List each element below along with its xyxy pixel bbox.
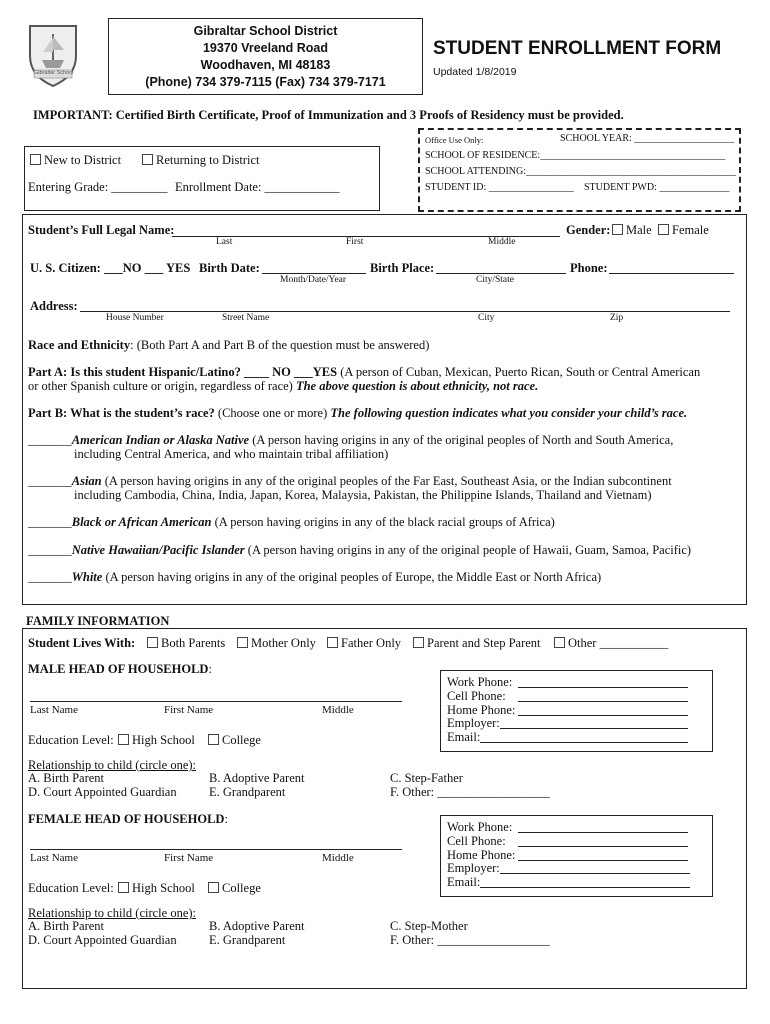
male-employer-line[interactable] [500, 728, 688, 729]
checkbox[interactable] [208, 882, 219, 893]
race-option-black[interactable]: _______Black or African American (A person having origins in any of the black racial groups of Africa) [28, 515, 555, 529]
checkbox[interactable] [118, 882, 129, 893]
checkbox[interactable] [142, 154, 153, 165]
female-head-heading: FEMALE HEAD OF HOUSEHOLD: [28, 812, 228, 826]
lives-with-both-parents[interactable]: Both Parents [147, 636, 225, 651]
male-rel-e[interactable]: E. Grandparent [209, 785, 286, 799]
race-option-hawaiian[interactable]: _______Native Hawaiian/Pacific Islander (A person having origins in any of the original people of Hawaii, Guam, Samoa, Pacific) [28, 543, 692, 557]
lives-with-label: Student Lives With: [28, 636, 136, 650]
checkbox[interactable] [327, 637, 338, 648]
addr-street-hint: Street Name [222, 313, 270, 323]
male-cell-phone[interactable]: Cell Phone: [447, 689, 506, 703]
female-rel-a[interactable]: A. Birth Parent [28, 919, 105, 933]
male-relationship-label: Relationship to child (circle one): [28, 758, 197, 772]
male-last-name-hint: Last Name [30, 704, 78, 716]
race-option-white[interactable]: _______White (A person having origins in any of the original peoples of Europe, the Middle East or North Africa) [28, 570, 602, 584]
male-cell-phone-line[interactable] [518, 701, 688, 702]
female-employer-line[interactable] [500, 873, 690, 874]
female-employer[interactable]: Employer: [447, 861, 500, 875]
returning-to-district-option[interactable]: Returning to District [142, 153, 259, 168]
address-label: Address: [30, 299, 78, 313]
female-rel-f[interactable]: F. Other: __________________ [390, 933, 550, 947]
lives-with-father-only[interactable]: Father Only [327, 636, 401, 651]
part-a-line2: or other Spanish culture or origin, regardless of race) The above question is about ethnicity, not race. [28, 379, 539, 393]
district-street: 19370 Vreeland Road [202, 41, 329, 55]
part-a-line1[interactable]: Part A: Is this student Hispanic/Latino? ____ NO ___YES (A person of Cuban, Mexican, Puerto Rican, South or Central American [28, 365, 701, 379]
lives-with-mother-only[interactable]: Mother Only [237, 636, 316, 651]
addr-house-hint: House Number [106, 313, 164, 323]
female-relationship-label: Relationship to child (circle one): [28, 906, 197, 920]
female-education-label: Education Level: [28, 881, 114, 895]
birth-date-hint: Month/Date/Year [280, 275, 347, 285]
male-rel-f[interactable]: F. Other: __________________ [390, 785, 550, 799]
male-education-high-school[interactable]: High School [118, 733, 195, 748]
female-last-name-hint: Last Name [30, 852, 78, 864]
birth-place-hint: City/State [476, 275, 514, 285]
female-cell-phone-line[interactable] [518, 846, 688, 847]
male-home-phone-line[interactable] [518, 715, 688, 716]
race-option-desc: including Central America, and who maintain tribal affiliation) [74, 447, 389, 461]
phone-input[interactable] [609, 273, 734, 274]
birth-date-label: Birth Date: [199, 261, 260, 275]
male-education-college[interactable]: College [208, 733, 261, 748]
address-input[interactable] [80, 311, 730, 312]
female-rel-e[interactable]: E. Grandparent [209, 933, 286, 947]
student-id-field[interactable]: STUDENT ID: _________________ [425, 182, 574, 193]
female-rel-d[interactable]: D. Court Appointed Guardian [28, 933, 177, 947]
male-rel-d[interactable]: D. Court Appointed Guardian [28, 785, 177, 799]
male-work-phone[interactable]: Work Phone: [447, 675, 513, 689]
school-year-field[interactable]: SCHOOL YEAR: ____________________ [560, 133, 735, 144]
office-use-label: Office Use Only: [425, 135, 484, 145]
female-education-college[interactable]: College [208, 881, 261, 896]
male-work-phone-line[interactable] [518, 687, 688, 688]
school-of-residence-field[interactable]: SCHOOL OF RESIDENCE:_____________________________________ [425, 150, 726, 161]
checkbox[interactable] [237, 637, 248, 648]
male-email-line[interactable] [480, 742, 688, 743]
female-work-phone[interactable]: Work Phone: [447, 820, 513, 834]
gender-label: Gender: [566, 223, 611, 237]
male-home-phone[interactable]: Home Phone: [447, 703, 516, 717]
male-education-label: Education Level: [28, 733, 114, 747]
female-rel-b[interactable]: B. Adoptive Parent [209, 919, 305, 933]
addr-zip-hint: Zip [610, 313, 624, 323]
female-home-phone[interactable]: Home Phone: [447, 848, 516, 862]
part-b-line: Part B: What is the student’s race? (Choose one or more) The following question indicates what you consider your child’s race. [28, 406, 688, 420]
male-middle-hint: Middle [322, 704, 354, 716]
race-option-american-indian[interactable]: _______American Indian or Alaska Native (A person having origins in any of the original peoples of North and South America, [28, 433, 674, 447]
female-work-phone-line[interactable] [518, 832, 688, 833]
birth-date-input[interactable] [262, 273, 366, 274]
female-first-name-hint: First Name [164, 852, 214, 864]
birth-place-label: Birth Place: [370, 261, 435, 275]
school-attending-field[interactable]: SCHOOL ATTENDING:__________________________________________ [425, 166, 737, 177]
form-title: STUDENT ENROLLMENT FORM [433, 38, 722, 59]
checkbox[interactable] [30, 154, 41, 165]
male-email[interactable]: Email: [447, 730, 481, 744]
gender-female-option[interactable]: Female [658, 223, 709, 238]
phone-label: Phone: [570, 261, 608, 275]
race-option-desc: including Cambodia, China, India, Japan, Korea, Malaysia, Pakistan, the Philippine Islands, Thailand and Vietnam) [74, 488, 652, 502]
new-to-district-option[interactable]: New to District [30, 153, 121, 168]
female-education-high-school[interactable]: High School [118, 881, 195, 896]
female-cell-phone[interactable]: Cell Phone: [447, 834, 506, 848]
important-notice: IMPORTANT: Certified Birth Certificate, Proof of Immunization and 3 Proofs of Residency must be provided. [33, 108, 624, 122]
male-head-heading: MALE HEAD OF HOUSEHOLD: [28, 662, 212, 676]
female-email-line[interactable] [480, 887, 690, 888]
checkbox[interactable] [554, 637, 565, 648]
lives-with-other[interactable]: Other ___________ [554, 636, 668, 651]
student-pwd-field[interactable]: STUDENT PWD: ______________ [584, 182, 730, 193]
updated-date: Updated 1/8/2019 [433, 66, 517, 78]
male-rel-a[interactable]: A. Birth Parent [28, 771, 105, 785]
male-first-name-hint: First Name [164, 704, 214, 716]
checkbox[interactable] [658, 224, 669, 235]
lives-with-step-parent[interactable]: Parent and Step Parent [413, 636, 541, 651]
male-rel-c[interactable]: C. Step-Father [390, 771, 463, 785]
district-logo [22, 20, 84, 88]
district-name: Gibraltar School District [193, 24, 338, 38]
entering-grade-field[interactable]: Entering Grade: _________ [28, 180, 168, 194]
enrollment-date-field[interactable]: Enrollment Date: ____________ [175, 180, 340, 194]
citizen-field[interactable]: U. S. Citizen: ___NO ___ YES [30, 261, 191, 275]
female-rel-c[interactable]: C. Step-Mother [390, 919, 468, 933]
checkbox[interactable] [118, 734, 129, 745]
female-name-input[interactable] [30, 849, 402, 850]
family-heading: FAMILY INFORMATION [26, 614, 170, 628]
district-city: Woodhaven, MI 48183 [200, 58, 331, 72]
birth-place-input[interactable] [436, 273, 566, 274]
checkbox[interactable] [208, 734, 219, 745]
female-middle-hint: Middle [322, 852, 354, 864]
checkbox[interactable] [147, 637, 158, 648]
race-option-asian[interactable]: _______Asian (A person having origins in any of the original peoples of the Far East, Southeast Asia, or the Indian subcontinent [28, 474, 672, 488]
checkbox[interactable] [413, 637, 424, 648]
full-name-label: Student’s Full Legal Name: [28, 223, 175, 237]
female-home-phone-line[interactable] [518, 860, 688, 861]
gender-male-option[interactable]: Male [612, 223, 652, 238]
male-rel-b[interactable]: B. Adoptive Parent [209, 771, 305, 785]
female-email[interactable]: Email: [447, 875, 481, 889]
district-phone-fax: (Phone) 734 379-7115 (Fax) 734 379-7171 [145, 75, 386, 89]
name-last-hint: Last [216, 237, 233, 247]
name-first-hint: First [346, 237, 364, 247]
logo-text: Gibraltar School [34, 70, 74, 76]
male-employer[interactable]: Employer: [447, 716, 500, 730]
male-name-input[interactable] [30, 701, 402, 702]
name-middle-hint: Middle [488, 237, 516, 247]
checkbox[interactable] [612, 224, 623, 235]
race-heading: Race and Ethnicity: (Both Part A and Part B of the question must be answered) [28, 338, 430, 352]
addr-city-hint: City [478, 313, 495, 323]
